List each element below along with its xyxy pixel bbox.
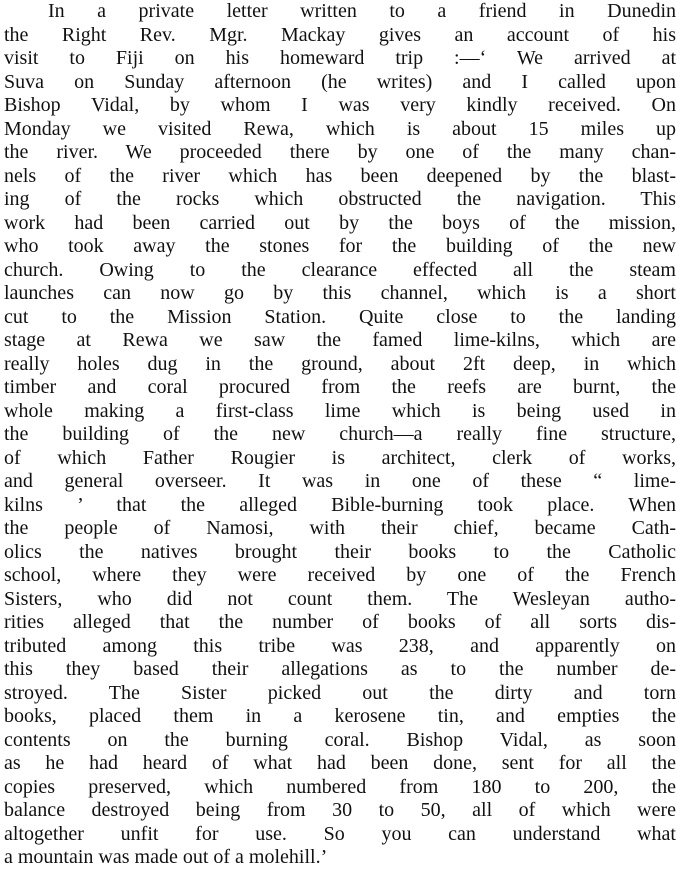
article-line: stroyed. The Sister picked out the dirty and torn	[4, 681, 676, 704]
article-line: rities alleged that the number of books of all sorts dis-	[4, 611, 676, 633]
article-line: work had been carried out by the boys of the mission,	[4, 211, 676, 234]
article-line: In a private letter written to a friend in Dunedin	[48, 0, 676, 22]
article-line: altogether unfit for use. So you can understand what	[4, 822, 676, 845]
article-line: launches can now go by this channel, which is a short	[4, 282, 676, 304]
article-line: timber and coral procured from the reefs are burnt, the	[4, 376, 676, 398]
article-line: copies preserved, which numbered from 180 to 200, the	[4, 775, 676, 798]
article-line: contents on the burning coral. Bishop Vidal, as soon	[4, 728, 676, 751]
article-line: whole making a first-class lime which is being used in	[4, 399, 676, 422]
article-line: Sisters, who did not count them. The Wesleyan autho-	[4, 587, 676, 610]
article-line: tributed among this tribe was 238, and apparently on	[4, 634, 676, 657]
article-line: balance destroyed being from 30 to 50, all of which were	[4, 799, 676, 821]
article-line: cut to the Mission Station. Quite close to the landing	[4, 305, 676, 328]
article-line: a mountain was made out of a molehill.’	[4, 846, 328, 868]
article-line: and general overseer. It was in one of these “ lime-	[4, 470, 676, 492]
article-line: the building of the new church—a really fine structure,	[4, 423, 676, 445]
article-line: of which Father Rougier is architect, clerk of works,	[4, 446, 676, 469]
article-line: stage at Rewa we saw the famed lime-kilns, which are	[4, 329, 676, 351]
article-line: visit to Fiji on his homeward trip :—‘ We arrived at	[4, 47, 676, 69]
article-line: the people of Namosi, with their chief, became Cath-	[4, 517, 676, 539]
article-line: the Right Rev. Mgr. Mackay gives an account of his	[4, 23, 676, 46]
article-line: who took away the stones for the building of the new	[4, 235, 676, 257]
article-line: this they based their allegations as to the number de-	[4, 658, 676, 680]
article-line: nels of the river which has been deepened by the blast-	[4, 164, 676, 187]
article-line: Suva on Sunday afternoon (he writes) and I called upon	[4, 70, 676, 93]
article-line: the river. We proceeded there by one of the many chan-	[4, 141, 676, 163]
article-line: as he had heard of what had been done, sent for all the	[4, 752, 676, 774]
article-line: church. Owing to the clearance effected all the steam	[4, 258, 676, 281]
article-line: Bishop Vidal, by whom I was very kindly received. On	[4, 94, 676, 116]
article-text-column	[4, 0, 676, 870]
article-line: really holes dug in the ground, about 2ft deep, in which	[4, 352, 676, 375]
article-line: kilns ’ that the alleged Bible-burning took place. When	[4, 493, 676, 516]
article-line: olics the natives brought their books to the Catholic	[4, 540, 676, 563]
article-line: Monday we visited Rewa, which is about 15 miles up	[4, 117, 676, 140]
article-line: ing of the rocks which obstructed the navigation. This	[4, 188, 676, 210]
article-line: books, placed them in a kerosene tin, and empties the	[4, 705, 676, 727]
article-line: school, where they were received by one of the French	[4, 564, 676, 586]
